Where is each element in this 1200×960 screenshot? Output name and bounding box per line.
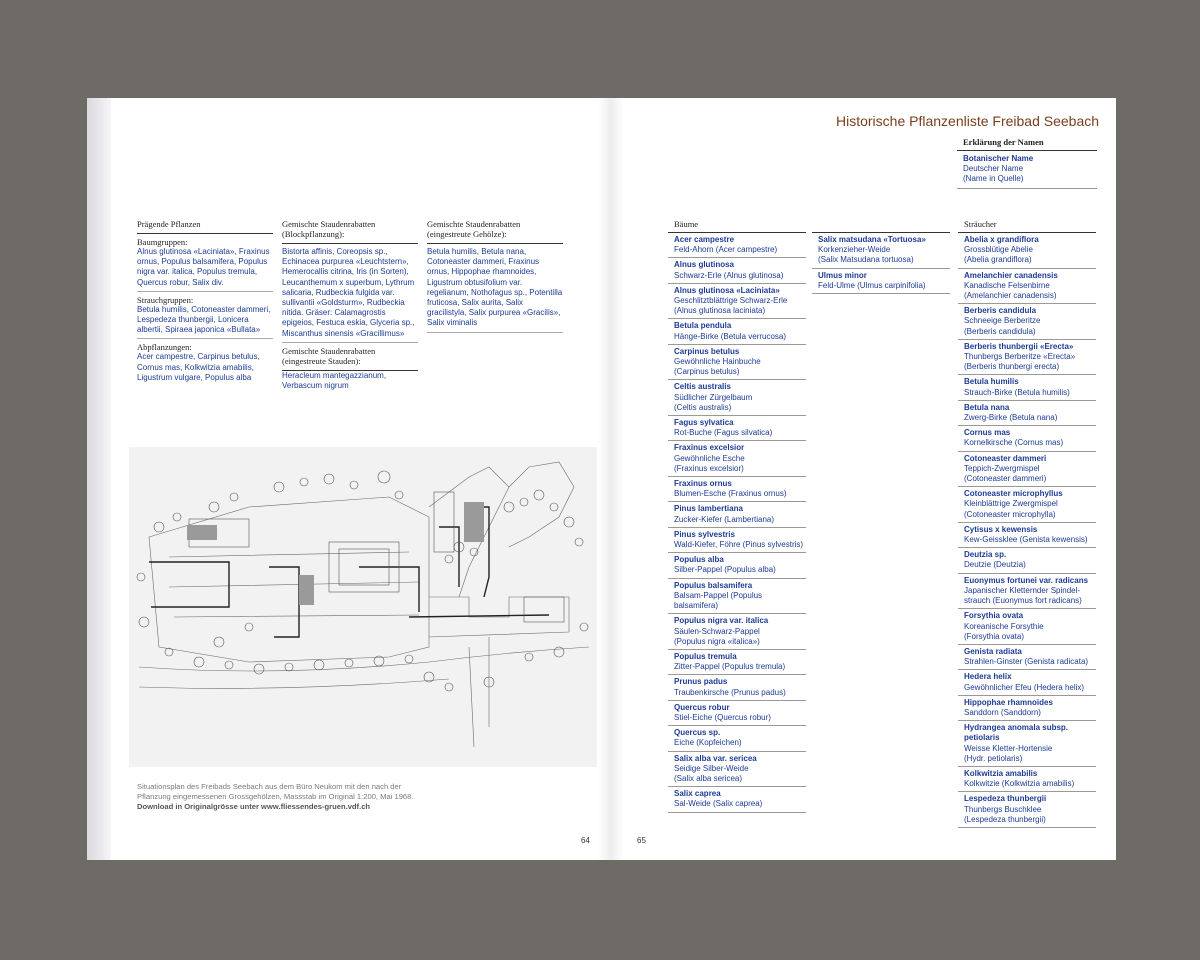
block-title: Gemischte Staudenrabatten (eingestreute Stauden): <box>282 346 418 371</box>
botanical-name: Salix alba var. sericea <box>674 753 757 763</box>
block-title: Strauchgruppen: <box>137 294 194 305</box>
common-name: Gewöhnliche Esche <box>674 453 745 463</box>
common-name: Zucker-Kiefer (Lambertiana) <box>674 514 775 524</box>
common-name: Kew-Geissklee (Genista kewensis) <box>964 535 1088 545</box>
page-title: Historische Pflanzenliste Freibad Seebach <box>836 113 1100 129</box>
plant-entry <box>668 701 806 726</box>
plant-entry <box>668 787 806 812</box>
common-name: Kornelkirsche (Cornus mas) <box>964 438 1064 448</box>
botanical-name: Salix matsudana «Tortuosa» <box>818 235 926 244</box>
plant-entry <box>668 752 806 788</box>
plant-entry <box>812 269 950 294</box>
botanical-name: Euonymus fortunei var. radicans <box>964 575 1089 585</box>
plant-entry <box>958 375 1096 400</box>
botanical-name: Salix caprea <box>674 789 721 799</box>
straeucher-list <box>958 233 1096 828</box>
plant-entry <box>668 650 806 675</box>
common-name: (Cotoneaster dammeri) <box>964 474 1047 484</box>
botanical-name: Betula pendula <box>674 321 732 331</box>
plant-entry <box>958 696 1096 721</box>
plant-entry <box>958 304 1096 340</box>
page-number-left: 64 <box>581 836 590 845</box>
botanical-name: Cotoneaster dammeri <box>964 453 1047 463</box>
common-name: Sal-Weide (Salix caprea) <box>674 799 763 809</box>
plant-block <box>137 234 273 292</box>
plant-entry <box>668 441 806 477</box>
legend-botanical: Botanischer Name <box>963 154 1034 163</box>
common-name: (Cotoneaster microphylla) <box>964 509 1056 519</box>
plant-entry <box>668 675 806 700</box>
botanical-name: Alnus glutinosa <box>674 260 734 270</box>
common-name: Rot-Buche (Fagus silvatica) <box>674 428 773 438</box>
common-name: Balsam-Pappel (Populus balsamifera) <box>674 590 763 611</box>
block-text: Acer campestre, Carpinus betulus, Cornus mas, Kolkwitzia amabilis, Ligustrum vulgare, Populus alba <box>137 352 260 382</box>
botanical-name: Genista radiata <box>964 646 1022 656</box>
botanical-name: Ulmus minor <box>818 270 867 280</box>
common-name: Strauch-Birke (Betula humilis) <box>964 387 1070 397</box>
common-name: (Salix alba sericea) <box>674 773 743 783</box>
baeume-header: Bäume <box>668 219 806 233</box>
plant-entry <box>958 233 1096 269</box>
caption-line: Pflanzung eingemessenen Grossgehölzen, Massstab im Original 1:200, Mai 1968. <box>137 792 414 801</box>
straeucher-header: Sträucher <box>958 219 1096 233</box>
common-name: Thunbergs Buschklee <box>964 804 1042 814</box>
common-name: (Carpinus betulus) <box>674 367 740 377</box>
plant-entry <box>958 670 1096 695</box>
block-title: Baumgruppen: <box>137 237 188 247</box>
page-edge <box>87 98 111 860</box>
plant-column-1 <box>137 219 273 386</box>
column-header: Gemischte Staudenrabatten (Blockpflanzung): <box>282 219 418 244</box>
botanical-name: Hedera helix <box>964 672 1012 682</box>
botanical-name: Cytisus x kewensis <box>964 524 1038 534</box>
botanical-name: Lespedeza thunbergii <box>964 794 1047 804</box>
common-name: Feld-Ahorn (Acer campestre) <box>674 245 778 255</box>
botanical-name: Acer campestre <box>674 235 735 244</box>
common-name: Stiel-Eiche (Quercus robur) <box>674 712 771 722</box>
botanical-name: Kolkwitzia amabilis <box>964 768 1038 778</box>
plant-entry <box>668 579 806 615</box>
plant-entry <box>958 609 1096 645</box>
common-name: Japanischer Kletternder Spindel- <box>964 585 1081 595</box>
common-name: Geschlitztblättrige Schwarz-Erle <box>674 296 788 306</box>
plant-entry <box>958 548 1096 573</box>
common-name: Weisse Kletter-Hortensie <box>964 743 1053 753</box>
common-name: (Populus nigra «italica») <box>674 636 760 646</box>
common-name: Koreanische Forsythie <box>964 621 1044 631</box>
botanical-name: Populus balsamifera <box>674 580 753 590</box>
botanical-name: Amelanchier canadensis <box>964 270 1058 280</box>
baeume-list-continued <box>812 233 950 294</box>
plant-entry <box>958 340 1096 376</box>
common-name: Wald-Kiefer, Föhre (Pinus sylvestris) <box>674 540 804 550</box>
plant-entry <box>958 523 1096 548</box>
plant-block <box>137 292 273 340</box>
botanical-name: Fagus sylvatica <box>674 418 734 428</box>
common-name: Gewöhnlicher Efeu (Hedera helix) <box>964 682 1085 692</box>
baeume-list <box>668 233 806 813</box>
botanical-name: Fraxinus ornus <box>674 479 732 489</box>
common-name: Hänge-Birke (Betula verrucosa) <box>674 331 787 341</box>
legend-source: (Name in Quelle) <box>963 174 1024 184</box>
common-name: Grossblütige Abelie <box>964 245 1033 255</box>
plant-entry <box>958 721 1096 767</box>
plant-entry <box>668 380 806 416</box>
plant-entry <box>668 319 806 344</box>
plant-entry <box>668 416 806 441</box>
plant-entry <box>668 477 806 502</box>
plant-entry <box>668 553 806 578</box>
botanical-name: Betula humilis <box>964 377 1019 387</box>
block-text: Heracleum mantegazzianum, Verbascum nigrum <box>282 370 387 391</box>
common-name: Silber-Pappel (Populus alba) <box>674 565 776 575</box>
plant-entry <box>958 487 1096 523</box>
common-name: (Berberis thunbergi erecta) <box>964 362 1060 372</box>
common-name: (Fraxinus excelsior) <box>674 463 744 473</box>
botanical-name: Quercus sp. <box>674 728 721 738</box>
page-number-right: 65 <box>637 836 646 845</box>
common-name: Kanadische Felsenbirne <box>964 280 1050 290</box>
botanical-name: Forsythia ovata <box>964 611 1024 621</box>
common-name: Thunbergs Berberitze «Erecta» <box>964 352 1076 362</box>
common-name: Feld-Ulme (Ulmus carpinifolia) <box>818 280 926 290</box>
legend-entry <box>957 151 1097 189</box>
block-title: Abpflanzungen: <box>137 342 192 353</box>
plant-entry <box>958 574 1096 610</box>
plant-block <box>282 244 418 343</box>
column-header: Gemischte Staudenrabatten (eingestreute Gehölze): <box>427 219 563 244</box>
plant-entry <box>958 269 1096 305</box>
common-name: (Amelanchier canadensis) <box>964 291 1057 301</box>
botanical-name: Celtis australis <box>674 382 731 392</box>
book-gutter <box>598 98 624 860</box>
plant-column-2 <box>282 219 418 394</box>
common-name: (Alnus glutinosa laciniata) <box>674 306 766 316</box>
straeucher-column <box>958 219 1096 828</box>
plant-entry <box>668 614 806 650</box>
plant-entry <box>958 401 1096 426</box>
botanical-name: Berberis thunbergii «Erecta» <box>964 341 1074 351</box>
common-name: Traubenkirsche (Prunus padus) <box>674 687 786 697</box>
botanical-name: Alnus glutinosa «Laciniata» <box>674 285 780 295</box>
plant-entry <box>668 233 806 258</box>
site-plan-drawing <box>129 447 597 767</box>
common-name: Kleinblättrige Zwergmispel <box>964 499 1058 509</box>
botanical-name: Pinus lambertiana <box>674 504 743 514</box>
plant-entry <box>958 792 1096 828</box>
plant-entry <box>958 426 1096 451</box>
botanical-name: Quercus robur <box>674 702 730 712</box>
common-name: (Hydr. petiolaris) <box>964 753 1023 763</box>
caption-line: Situationsplan des Freibads Seebach aus dem Büro Neukom mit den nach der <box>137 782 402 791</box>
botanical-name: Pinus sylvestris <box>674 529 735 539</box>
figure-caption <box>137 782 437 812</box>
column-header: Prägende Pflanzen <box>137 219 273 234</box>
botanical-name: Carpinus betulus <box>674 346 740 356</box>
common-name: Deutzie (Deutzia) <box>964 560 1026 570</box>
common-name: Strahlen-Ginster (Genista radicata) <box>964 657 1089 667</box>
common-name: Blumen-Esche (Fraxinus ornus) <box>674 489 787 499</box>
baeume-column-1 <box>668 219 806 813</box>
block-text: Betula humilis, Cotoneaster dammeri, Lespedeza thunbergii, Lonicera albertii, Spiraea japonica «Bullata» <box>137 304 271 335</box>
botanical-name: Abelia x grandiflora <box>964 235 1039 244</box>
plant-block <box>282 343 418 394</box>
common-name: Korkenzieher-Weide <box>818 245 891 255</box>
common-name: Schwarz-Erle (Alnus glutinosa) <box>674 270 784 280</box>
botanical-name: Deutzia sp. <box>964 550 1007 560</box>
plant-entry <box>668 528 806 553</box>
common-name: Seidige Silber-Weide <box>674 763 749 773</box>
download-link[interactable]: Download in Originalgrösse unter www.fliessendes-gruen.vdf.ch <box>137 802 371 811</box>
block-text: Betula humilis, Betula nana, Cotoneaster dammeri, Fraxinus ornus, Hippophae rhamnoides, Ligustrum obtusifolium var. regelianum, Nothofagus sp., Potentilla fruticosa, Salix aurita, Salix gracilistyla, Salix purpurea «Gracilis», Salix viminalis <box>427 247 563 328</box>
plant-entry <box>958 767 1096 792</box>
botanical-name: Populus alba <box>674 555 724 565</box>
name-legend <box>957 134 1097 189</box>
botanical-name: Hydrangea anomala subsp. petiolaris <box>964 723 1069 743</box>
botanical-name: Fraxinus excelsior <box>674 443 745 453</box>
plant-entry <box>668 258 806 283</box>
common-name: (Forsythia ovata) <box>964 631 1025 641</box>
common-name: strauch (Euonymus fort radicans) <box>964 596 1082 606</box>
common-name: (Lespedeza thunbergii) <box>964 814 1046 824</box>
botanical-name: Hippophae rhamnoides <box>964 697 1053 707</box>
plant-entry <box>668 502 806 527</box>
plant-entry <box>958 452 1096 488</box>
botanical-name: Betula nana <box>964 402 1010 412</box>
common-name: Zwerg-Birke (Betula nana) <box>964 413 1058 423</box>
botanical-name: Populus tremula <box>674 651 737 661</box>
baeume-header-blank <box>812 219 950 233</box>
baeume-column-2 <box>812 219 950 294</box>
common-name: (Celtis australis) <box>674 402 732 412</box>
botanical-name: Berberis candidula <box>964 306 1037 316</box>
botanical-name: Prunus padus <box>674 677 728 687</box>
common-name: Sanddorn (Sanddorn) <box>964 707 1041 717</box>
plant-entry <box>958 645 1096 670</box>
plant-block <box>427 244 563 333</box>
botanical-name: Cornus mas <box>964 428 1011 438</box>
plant-entry <box>668 726 806 751</box>
plant-entry <box>668 345 806 381</box>
common-name: Zitter-Pappel (Populus tremula) <box>674 662 786 672</box>
common-name: Kolkwitzie (Kolkwitzia amabilis) <box>964 779 1075 789</box>
legend-header: Erklärung der Namen <box>957 134 1097 151</box>
botanical-name: Cotoneaster microphyllus <box>964 489 1063 499</box>
common-name: Säulen-Schwarz-Pappel <box>674 626 760 636</box>
common-name: Südlicher Zürgelbaum <box>674 392 753 402</box>
plant-entry <box>812 233 950 269</box>
plant-column-3 <box>427 219 563 333</box>
common-name: Schneeige Berberitze <box>964 316 1041 326</box>
common-name: Gewöhnliche Hainbuche <box>674 357 761 367</box>
botanical-name: Populus nigra var. italica <box>674 616 769 626</box>
plant-entry <box>668 284 806 320</box>
common-name: Teppich-Zwergmispel <box>964 463 1040 473</box>
site-plan-image <box>129 447 597 767</box>
block-text: Bistorta affinis, Coreopsis sp., Echinacea purpurea «Leuchtstern», Hemerocallis citrina, Iris (in Sorten), Leucanthemum x superbum, Lythrum salicaria, Rudbeckia fulgida var. sullivantii «Goldsturm», Rudbeckia nitida. Gräser: Calamagrostis epigeios, Festuca eskia, Glyceria sp., Miscanthus sinensis «Gracillimus» <box>282 247 415 338</box>
common-name: (Berberis candidula) <box>964 326 1036 336</box>
block-text: Alnus glutinosa «Laciniata», Fraxinus ornus, Populus balsamifera, Populus nigra var. italica, Populus tremula, Quercus robur, Salix div. <box>137 247 270 287</box>
legend-german: Deutscher Name <box>963 164 1024 174</box>
common-name: Eiche (Kopfeichen) <box>674 738 742 748</box>
common-name: (Salix Matsudana tortuosa) <box>818 255 914 265</box>
common-name: (Abelia grandiflora) <box>964 255 1032 265</box>
plant-block <box>137 339 273 386</box>
